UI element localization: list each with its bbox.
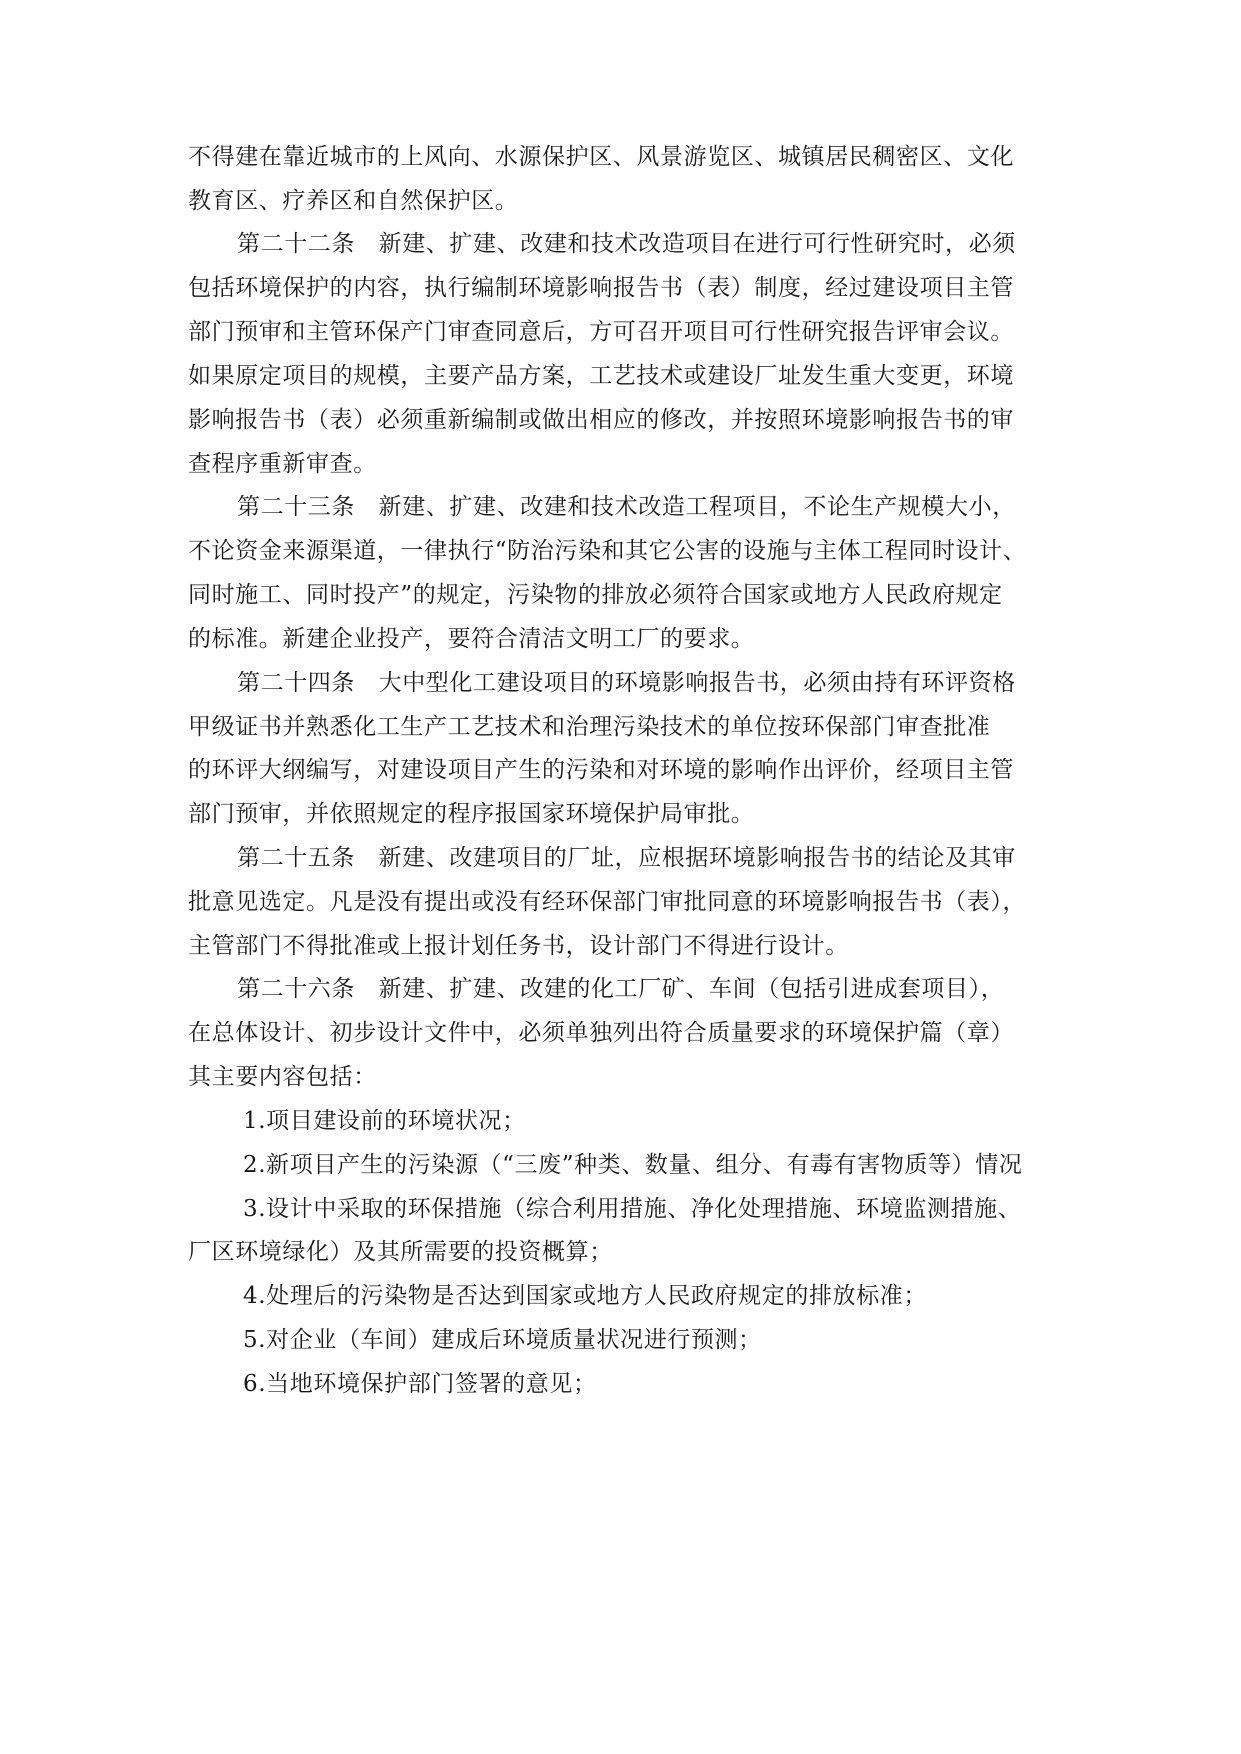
text-line: 在总体设计、初步设计文件中，必须单独列出符合质量要求的环境保护篇（章） <box>188 1020 1014 1046</box>
text-line: 甲级证书并熟悉化工生产工艺技术和治理污染技术的单位按环保部门审查批准 <box>188 714 991 740</box>
text-line: 批意见选定。凡是没有提出或没有经环保部门审批同意的环境影响报告书（表）， <box>188 889 1027 915</box>
article-26-heading-line: 第二十六条 新建、扩建、改建的化工厂矿、车间（包括引进成套项目）， <box>237 976 1005 1002</box>
text-line: 厂区环境绿化）及其所需要的投资概算； <box>188 1239 613 1265</box>
article-23-heading-line: 第二十三条 新建、扩建、改建和技术改造工程项目，不论生产规模大小， <box>237 494 1016 520</box>
text-line: 影响报告书（表）必须重新编制或做出相应的修改，并按照环境影响报告书的审 <box>188 407 1014 433</box>
text-line: 如果原定项目的规模，主要产品方案，工艺技术或建设厂址发生重大变更，环境 <box>188 363 1014 389</box>
list-item: 6.当地环境保护部门签署的意见； <box>243 1371 597 1397</box>
list-item: 2.新项目产生的污染源（“三废”种类、数量、组分、有毒有害物质等）情况 <box>243 1152 1023 1178</box>
text-line: 不得建在靠近城市的上风向、水源保护区、风景游览区、城镇居民稠密区、文化 <box>188 144 1014 170</box>
text-line: 不论资金来源渠道，一律执行“防治污染和其它公害的设施与主体工程同时设计、 <box>188 538 1027 564</box>
article-25-heading-line: 第二十五条 新建、改建项目的厂址，应根据环境影响报告书的结论及其审 <box>237 845 1016 871</box>
text-line: 同时施工、同时投产”的规定，污染物的排放必须符合国家或地方人民政府规定 <box>188 582 1003 608</box>
text-line: 教育区、疗养区和自然保护区。 <box>188 188 519 214</box>
text-line: 包括环境保护的内容，执行编制环境影响报告书（表）制度，经过建设项目主管 <box>188 275 1014 301</box>
list-item: 1.项目建设前的环境状况； <box>243 1108 526 1134</box>
text-line: 的标准。新建企业投产，要符合清洁文明工厂的要求。 <box>188 626 755 652</box>
text-line: 的环评大纲编写，对建设项目产生的污染和对环境的影响作出评价，经项目主管 <box>188 757 1014 783</box>
text-line: 部门预审，并依照规定的程序报国家环境保护局审批。 <box>188 801 755 827</box>
list-item: 3.设计中采取的环保措施（综合利用措施、净化处理措施、环境监测措施、 <box>243 1196 1022 1222</box>
text-line: 其主要内容包括： <box>188 1064 377 1090</box>
article-24-heading-line: 第二十四条 大中型化工建设项目的环境影响报告书，必须由持有环评资格 <box>237 670 1016 696</box>
list-item: 4.处理后的污染物是否达到国家或地方人民政府规定的排放标准； <box>243 1283 927 1309</box>
article-22-heading-line: 第二十二条 新建、扩建、改建和技术改造项目在进行可行性研究时，必须 <box>237 231 1016 257</box>
list-item: 5.对企业（车间）建成后环境质量状况进行预测； <box>243 1327 762 1353</box>
text-line: 查程序重新审查。 <box>188 451 377 477</box>
text-line: 主管部门不得批准或上报计划任务书，设计部门不得进行设计。 <box>188 933 849 959</box>
text-line: 部门预审和主管环保产门审查同意后，方可召开项目可行性研究报告评审会议。 <box>188 319 1014 345</box>
